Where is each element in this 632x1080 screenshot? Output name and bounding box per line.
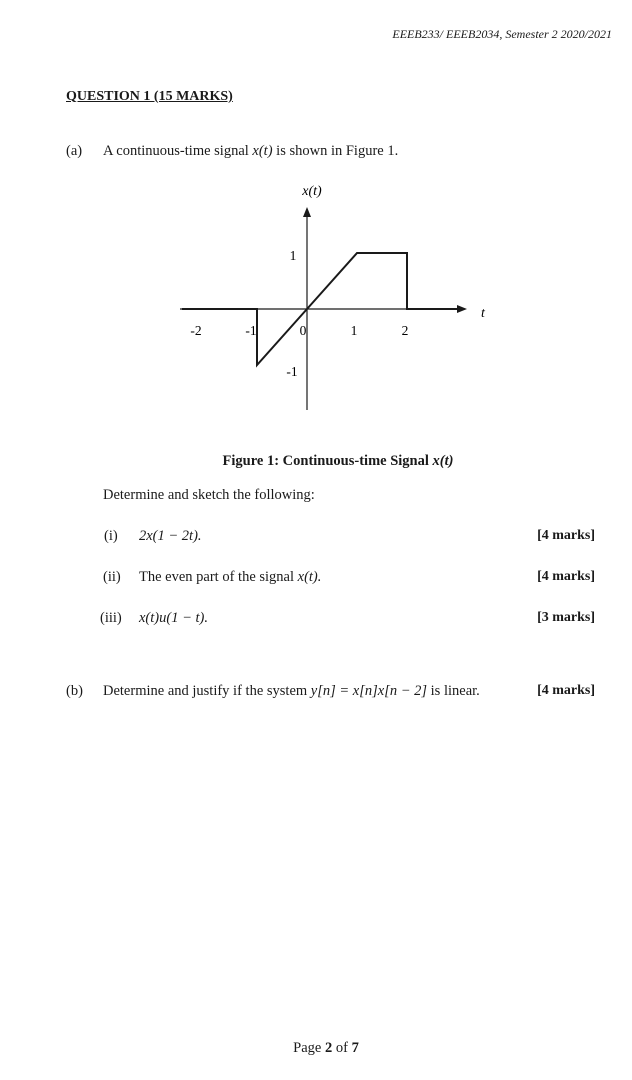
footer-of: of bbox=[332, 1040, 352, 1056]
subpart-2-math: x(t). bbox=[297, 569, 322, 585]
x-axis-arrow bbox=[457, 305, 467, 313]
tick-label-x--1: -1 bbox=[245, 323, 257, 338]
subpart-1-math: 2x(1 − 2t). bbox=[139, 528, 202, 544]
tick-label-x-0: 0 bbox=[299, 323, 307, 338]
part-a-label: (a) bbox=[66, 143, 83, 159]
y-axis-label: x(t) bbox=[302, 184, 322, 199]
footer-page-number: 2 bbox=[324, 1040, 333, 1056]
part-a-math: x(t) bbox=[252, 143, 273, 159]
figure-caption-text: Figure 1: Continuous-time Signal bbox=[222, 453, 433, 469]
part-a-intro: A continuous-time signal bbox=[103, 143, 253, 159]
subpart-3-math: x(t)u(1 − t). bbox=[139, 610, 208, 626]
y-axis-arrow bbox=[303, 207, 311, 217]
part-b-label: (b) bbox=[66, 683, 83, 699]
tick-label-y--1: -1 bbox=[286, 364, 298, 379]
figure-caption-math: x(t) bbox=[432, 453, 454, 469]
part-b-text bbox=[103, 683, 480, 700]
subpart-1-text bbox=[139, 528, 202, 545]
part-b-math: y[n] = x[n]x[n − 2] bbox=[310, 683, 428, 699]
subpart-2-marks: [4 marks] bbox=[537, 569, 595, 584]
tick-label-y-1: 1 bbox=[289, 248, 297, 263]
subpart-3-text bbox=[139, 610, 208, 627]
part-a-text bbox=[103, 143, 398, 160]
signal-plot bbox=[170, 178, 500, 423]
footer-prefix: Page bbox=[293, 1040, 325, 1056]
part-b-desc: Determine and justify if the system bbox=[103, 683, 311, 699]
subpart-2-label: (ii) bbox=[103, 569, 121, 585]
tick-label-x--2: -2 bbox=[190, 323, 202, 338]
page-footer bbox=[0, 1040, 632, 1057]
question-title: QUESTION 1 (15 MARKS) bbox=[66, 89, 233, 104]
part-b-marks: [4 marks] bbox=[537, 683, 595, 698]
page-header: EEEB233/ EEEB2034, Semester 2 2020/2021 bbox=[392, 27, 612, 41]
part-a-intro-end: is shown in Figure 1. bbox=[272, 143, 399, 159]
subpart-3-marks: [3 marks] bbox=[537, 610, 595, 625]
x-axis-label: t bbox=[481, 306, 485, 321]
subpart-1-label: (i) bbox=[104, 528, 118, 544]
subpart-3-label: (iii) bbox=[100, 610, 122, 626]
figure-caption bbox=[0, 453, 632, 470]
footer-total-pages: 7 bbox=[351, 1040, 359, 1056]
subpart-2-desc: The even part of the signal bbox=[139, 569, 298, 585]
instruction: Determine and sketch the following: bbox=[103, 487, 315, 503]
part-b-desc-end: is linear. bbox=[427, 683, 480, 699]
subpart-2-text bbox=[139, 569, 321, 586]
subpart-1-marks: [4 marks] bbox=[537, 528, 595, 543]
tick-label-x-1: 1 bbox=[350, 323, 358, 338]
tick-label-x-2: 2 bbox=[401, 323, 409, 338]
